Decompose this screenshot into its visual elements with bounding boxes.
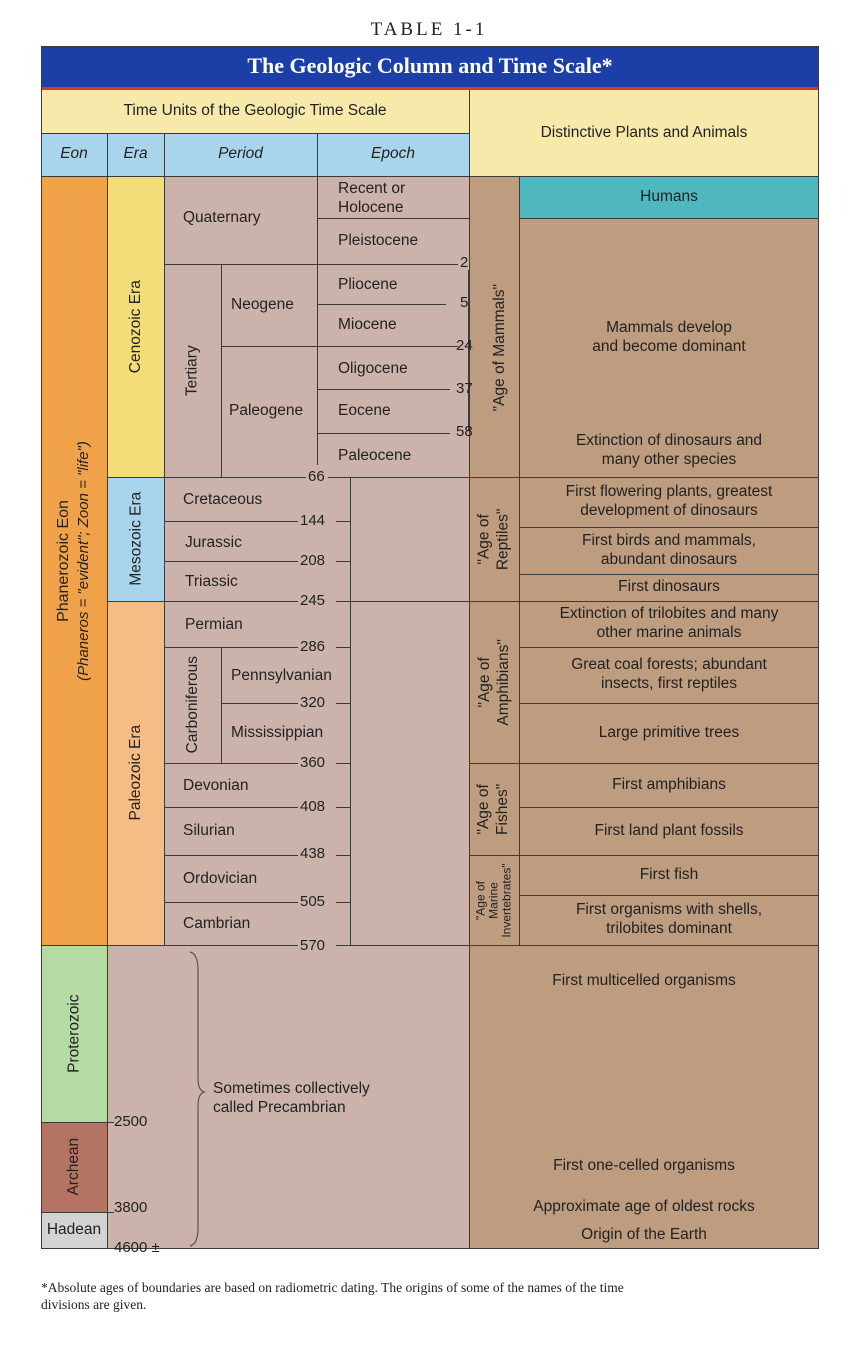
grid-line xyxy=(164,133,165,945)
time-units-header: Time Units of the Geologic Time Scale xyxy=(41,90,469,133)
grid-line xyxy=(107,1212,114,1213)
epoch-pliocene: Pliocene xyxy=(338,276,398,293)
life-first-dinosaurs: First dinosaurs xyxy=(618,578,720,596)
age-fishes: "Age of Fishes" xyxy=(475,783,512,835)
grid-line xyxy=(336,855,350,856)
banner-title-text: The Geologic Column and Time Scale* xyxy=(247,53,613,79)
grid-line xyxy=(164,521,298,522)
boundary-208: 208 xyxy=(300,552,326,569)
grid-line xyxy=(164,902,298,903)
boundary-3800: 3800 xyxy=(114,1199,148,1216)
life-flowering: First flowering plants, greatest development of dinosaurs xyxy=(565,483,773,519)
epoch-miocene: Miocene xyxy=(338,316,397,333)
age-mammals: "Age of Mammals" xyxy=(491,284,509,412)
precambrian-brace xyxy=(186,950,206,1250)
grid-line xyxy=(317,346,458,347)
period-carboniferous: Carboniferous xyxy=(183,656,201,754)
grid-line xyxy=(336,763,350,764)
hadean-label: Hadean xyxy=(46,1220,102,1238)
period-jurassic: Jurassic xyxy=(185,534,242,551)
phanerozoic-note: (Phaneros = "evident"; Zoon = "life") xyxy=(75,440,93,681)
period-cretaceous: Cretaceous xyxy=(183,491,263,508)
boundary-286: 286 xyxy=(300,638,326,655)
period-triassic: Triassic xyxy=(185,573,238,590)
period-tertiary: Tertiary xyxy=(183,345,201,396)
epoch-recent: Recent or Holocene xyxy=(338,180,406,216)
life-amphibians: First amphibians xyxy=(612,775,726,793)
distinctive-header: Distinctive Plants and Animals xyxy=(469,90,819,176)
life-trilobite-extinction: Extinction of trilobites and many other marine animals xyxy=(559,605,779,641)
phanerozoic-title: Phanerozoic Eon xyxy=(55,499,73,622)
life-fish: First fish xyxy=(639,865,699,883)
period-cambrian: Cambrian xyxy=(183,915,251,932)
life-multicelled: First multicelled organisms xyxy=(552,971,736,989)
boundary-24: 24 xyxy=(456,337,473,354)
period-quaternary: Quaternary xyxy=(183,209,261,226)
period-pennsylvanian: Pennsylvanian xyxy=(231,667,332,684)
grid-line xyxy=(317,304,446,305)
grid-line xyxy=(519,218,819,219)
epoch-column-header: Epoch xyxy=(317,133,469,176)
life-extinction-dinosaurs: Extinction of dinosaurs and many other species xyxy=(575,432,763,468)
grid-line xyxy=(336,561,350,562)
grid-line xyxy=(164,855,298,856)
age-reptiles: "Age of Reptiles" xyxy=(475,508,513,570)
precambrian-note: Sometimes collectively called Precambrian xyxy=(213,1080,370,1116)
epoch-eocene: Eocene xyxy=(338,402,391,419)
period-neogene: Neogene xyxy=(231,296,294,313)
grid-line xyxy=(41,46,819,47)
life-birds: First birds and mammals, abundant dinosaurs xyxy=(582,531,756,568)
age-amphibians: "Age of Amphibians" xyxy=(475,638,512,726)
banner-title xyxy=(41,46,819,90)
boundary-570: 570 xyxy=(300,937,326,954)
boundary-5: 5 xyxy=(460,294,469,311)
life-trees: Large primitive trees xyxy=(598,723,740,741)
grid-line xyxy=(221,346,317,347)
life-mammals: Mammals develop and become dominant xyxy=(592,319,746,355)
grid-line xyxy=(41,133,469,134)
boundary-66: 66 xyxy=(308,468,325,485)
grid-line xyxy=(336,703,350,704)
epoch-pleistocene: Pleistocene xyxy=(338,232,419,249)
boundary-144: 144 xyxy=(300,512,326,529)
boundary-320: 320 xyxy=(300,694,326,711)
grid-line xyxy=(317,389,450,390)
epoch-oligocene: Oligocene xyxy=(338,360,408,377)
life-coal: Great coal forests; abundant insects, first reptiles xyxy=(571,656,767,692)
archean-label: Archean xyxy=(65,1138,83,1196)
grid-line xyxy=(164,561,298,562)
table-label: TABLE 1-1 xyxy=(370,19,488,40)
grid-line xyxy=(221,647,222,763)
mesozoic-label: Mesozoic Era xyxy=(126,492,144,586)
grid-line xyxy=(336,902,350,903)
grid-line xyxy=(164,807,298,808)
paleozoic-label: Paleozoic Era xyxy=(126,725,144,821)
epoch-paleocene: Paleocene xyxy=(338,447,412,464)
eon-column-header: Eon xyxy=(41,133,107,176)
footnote: *Absolute ages of boundaries are based on radiometric dating. The origins of some of the names of the time divisions are given. xyxy=(41,1280,624,1312)
period-paleogene: Paleogene xyxy=(229,402,304,419)
grid-line xyxy=(317,433,450,434)
age-invertebrates: "Age of Marine Invertebrates" xyxy=(473,862,514,938)
boundary-2500: 2500 xyxy=(114,1113,148,1130)
grid-line xyxy=(221,264,222,477)
period-ordovician: Ordovician xyxy=(183,870,258,887)
boundary-438: 438 xyxy=(300,845,326,862)
grid-line xyxy=(164,763,298,764)
grid-line xyxy=(336,945,819,946)
life-origin: Origin of the Earth xyxy=(581,1225,707,1243)
grid-line xyxy=(317,218,469,219)
life-oldest-rocks: Approximate age of oldest rocks xyxy=(533,1197,755,1215)
era-column-header: Era xyxy=(107,133,164,176)
grid-line xyxy=(336,807,350,808)
grid-line xyxy=(221,703,298,704)
boundary-4600: 4600 ± xyxy=(114,1239,160,1256)
grid-line xyxy=(336,647,350,648)
life-land-plants: First land plant fossils xyxy=(594,821,744,839)
humans-cell: Humans xyxy=(519,176,819,218)
grid-line xyxy=(317,176,318,465)
life-shells: First organisms with shells, trilobites dominant xyxy=(575,901,763,937)
boundary-245: 245 xyxy=(300,592,326,609)
boundary-37: 37 xyxy=(456,380,473,397)
period-permian: Permian xyxy=(185,616,243,633)
period-silurian: Silurian xyxy=(183,822,235,839)
boundary-505: 505 xyxy=(300,893,326,910)
cenozoic-label: Cenozoic Era xyxy=(126,279,144,374)
proterozoic-label: Proterozoic xyxy=(65,994,83,1073)
period-column-header: Period xyxy=(164,133,317,176)
boundary-58: 58 xyxy=(456,423,473,440)
grid-line xyxy=(317,133,318,176)
grid-line xyxy=(107,1248,114,1249)
grid-line xyxy=(336,521,350,522)
grid-line xyxy=(336,601,469,602)
grid-line xyxy=(107,1122,114,1123)
boundary-408: 408 xyxy=(300,798,326,815)
boundary-360: 360 xyxy=(300,754,326,771)
boundary-2: 2 xyxy=(460,254,469,271)
phanerozoic-label xyxy=(41,176,107,945)
grid-line xyxy=(350,477,351,945)
period-mississippian: Mississippian xyxy=(231,724,324,741)
life-one-celled: First one-celled organisms xyxy=(553,1156,735,1174)
period-devonian: Devonian xyxy=(183,777,249,794)
